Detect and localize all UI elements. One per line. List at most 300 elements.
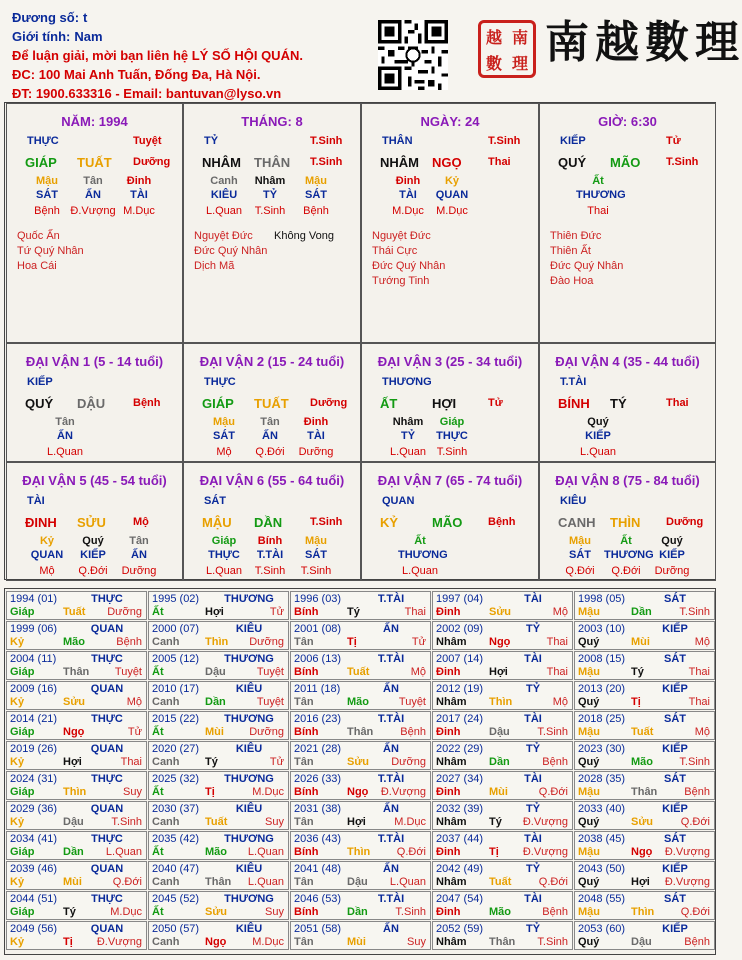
year-cell — [148, 591, 289, 620]
year-branch: Tý — [347, 606, 360, 618]
year-branch: Tuất — [489, 876, 512, 888]
year-label: 2044 (51) — [10, 893, 58, 905]
life-stage: Dưỡng — [133, 156, 171, 168]
ten-god: QUAN — [382, 495, 415, 507]
year-stage: L.Quan — [105, 846, 142, 858]
year-god: T.TÀI — [377, 713, 405, 725]
brand-char: 數 — [645, 17, 689, 68]
year-branch: Thìn — [347, 846, 371, 858]
ten-god: KIÊU — [560, 495, 587, 507]
year-branch: Tý — [631, 666, 644, 678]
year-stem: Canh — [152, 696, 180, 708]
year-branch: Tị — [631, 696, 641, 708]
year-stem: Tân — [294, 816, 314, 828]
year-cell — [290, 861, 431, 890]
year-stem: Nhâm — [436, 876, 467, 888]
year-label: 2033 (40) — [578, 803, 626, 815]
pillar-title: THÁNG: 8 — [241, 114, 303, 129]
year-stem: Đinh — [436, 846, 461, 858]
year-branch: Mão — [63, 636, 85, 648]
year-stage: Đ.Vượng — [664, 876, 710, 888]
star-name: Đức Quý Nhân — [550, 260, 624, 272]
year-branch: Dần — [205, 696, 226, 708]
year-branch: Tị — [63, 936, 73, 948]
year-label: 2032 (39) — [436, 803, 484, 815]
earthly-branch: DẦN — [254, 515, 283, 530]
year-label: 2030 (37) — [152, 803, 200, 815]
year-god: SÁT — [664, 713, 686, 725]
year-label: 2052 (59) — [436, 923, 484, 935]
ten-god: THƯƠNG — [382, 376, 432, 388]
year-stage: Q.Đới — [680, 816, 710, 828]
year-stem: Giáp — [10, 726, 35, 738]
year-cell — [6, 801, 147, 830]
year-god: THỰC — [91, 593, 123, 605]
earthly-branch: TUẤT — [254, 396, 289, 411]
year-cell — [432, 741, 573, 770]
year-god: TÀI — [524, 773, 542, 785]
year-cell — [432, 681, 573, 710]
hidden-stage: Bệnh — [34, 205, 60, 217]
hidden-stage: M.Dục — [436, 205, 468, 217]
year-branch: Dậu — [63, 816, 84, 828]
year-cell — [148, 741, 289, 770]
star-name: Dịch Mã — [194, 260, 235, 272]
year-label: 2008 (15) — [578, 653, 626, 665]
year-label: 2016 (23) — [294, 713, 342, 725]
dai-van-title: ĐẠI VẬN 7 (65 - 74 tuổi) — [377, 473, 523, 488]
heavenly-stem: NHÂM — [202, 155, 241, 170]
year-cell — [574, 891, 715, 920]
star-name: Tướng Tinh — [372, 275, 430, 287]
year-stem: Đinh — [436, 786, 461, 798]
year-god: SÁT — [664, 653, 686, 665]
hidden-god: TỶ — [400, 430, 416, 442]
pillar-cell — [183, 103, 361, 343]
year-god: QUAN — [90, 863, 124, 875]
year-god: TỶ — [525, 803, 541, 815]
year-cell — [290, 711, 431, 740]
year-god: KIẾP — [662, 923, 688, 935]
year-label: 1997 (04) — [436, 593, 484, 605]
year-stage: Bệnh — [684, 936, 710, 948]
year-label: 2029 (36) — [10, 803, 58, 815]
year-branch: Tuất — [63, 606, 86, 618]
year-god: TÀI — [524, 713, 542, 725]
brand-char: 理 — [695, 17, 739, 68]
star-name: Nguyệt Đức — [372, 230, 431, 242]
year-branch: Ngọ — [631, 846, 653, 858]
year-branch: Hợi — [205, 606, 224, 618]
star-name: Hoa Cái — [17, 260, 57, 272]
year-label: 2042 (49) — [436, 863, 484, 875]
earthly-branch: SỬU — [77, 515, 106, 530]
year-stage: Đ.Vượng — [664, 846, 710, 858]
year-stage: Thai — [688, 666, 710, 678]
year-cell — [290, 651, 431, 680]
year-god: KIÊU — [235, 803, 263, 815]
hidden-stem: Ất — [414, 535, 426, 547]
year-stage: Suy — [407, 936, 426, 948]
hidden-stage: M.Dục — [123, 205, 155, 217]
heavenly-stem: ĐINH — [25, 515, 57, 530]
hidden-god: THỰC — [436, 430, 468, 442]
year-label: 2009 (16) — [10, 683, 58, 695]
year-branch: Thìn — [631, 906, 655, 918]
year-branch: Dần — [631, 606, 652, 618]
year-label: 2017 (24) — [436, 713, 484, 725]
year-branch: Dần — [63, 846, 84, 858]
year-branch: Mùi — [631, 636, 650, 648]
year-stage: Dưỡng — [249, 726, 284, 738]
star-name: Không Vong — [274, 230, 334, 242]
hidden-stem: Tân — [55, 416, 75, 428]
brand-char: 越 — [595, 17, 639, 68]
year-stem: Mậu — [578, 606, 600, 618]
year-cell — [432, 651, 573, 680]
year-stage: Bệnh — [684, 786, 710, 798]
life-stage: Thai — [666, 397, 689, 409]
year-branch: Tuất — [347, 666, 370, 678]
year-branch: Mùi — [347, 936, 366, 948]
pillar-cell — [539, 103, 716, 343]
year-branch: Mùi — [205, 726, 224, 738]
year-branch: Thân — [63, 666, 90, 678]
year-god: SÁT — [664, 833, 686, 845]
year-god: THƯƠNG — [224, 833, 274, 845]
year-label: 2001 (08) — [294, 623, 342, 635]
year-cell — [290, 831, 431, 860]
year-god: SÁT — [664, 593, 686, 605]
year-label: 2005 (12) — [152, 653, 200, 665]
year-branch: Tý — [489, 816, 502, 828]
hidden-god: THƯƠNG — [576, 189, 626, 201]
year-stage: T.Sinh — [395, 906, 426, 918]
year-stage: T.Sinh — [537, 726, 568, 738]
hidden-god: TÀI — [130, 189, 148, 201]
hidden-stem: Mậu — [36, 175, 58, 187]
year-stem: Mậu — [578, 846, 600, 858]
pillar-cell — [361, 103, 539, 343]
hidden-stage: Dưỡng — [654, 565, 690, 577]
year-cell — [574, 771, 715, 800]
hidden-god: THỰC — [208, 549, 240, 561]
year-stem: Tân — [294, 876, 314, 888]
hidden-stage: M.Dục — [392, 205, 424, 217]
dai-van-cell — [6, 462, 183, 581]
hidden-stem: Quý — [661, 535, 683, 547]
year-god: ẤN — [383, 743, 399, 755]
year-cell — [290, 921, 431, 950]
year-god: KIẾP — [662, 623, 688, 635]
year-label: 2018 (25) — [578, 713, 626, 725]
year-label: 2020 (27) — [152, 743, 200, 755]
year-label: 2046 (53) — [294, 893, 342, 905]
hidden-stem: Kỷ — [444, 175, 460, 187]
life-stage: T.Sinh — [310, 516, 343, 528]
year-cell — [148, 891, 289, 920]
year-cell — [432, 861, 573, 890]
year-stage: Tử — [411, 636, 426, 648]
year-label: 2051 (58) — [294, 923, 342, 935]
year-stage: L.Quan — [247, 876, 284, 888]
year-label: 2012 (19) — [436, 683, 484, 695]
earthly-branch: TUẤT — [77, 155, 112, 170]
year-god: SÁT — [664, 773, 686, 785]
pillar-cell — [6, 103, 183, 343]
year-cell — [6, 921, 147, 950]
life-stage: Thai — [488, 156, 511, 168]
hidden-god: SÁT — [213, 430, 235, 442]
year-branch: Sửu — [631, 816, 654, 828]
year-god: ẤN — [383, 623, 399, 635]
ten-god: T.TÀI — [560, 376, 587, 388]
year-stage: T.Sinh — [111, 816, 142, 828]
ten-god: THÂN — [382, 135, 413, 147]
year-branch: Hợi — [347, 816, 366, 828]
year-god: THƯƠNG — [224, 893, 274, 905]
year-cell — [432, 801, 573, 830]
year-stage: M.Dục — [110, 906, 142, 918]
year-stage: Tuyệt — [256, 666, 284, 678]
dai-van-cell — [361, 343, 539, 462]
year-cell — [432, 591, 573, 620]
ten-god: TỶ — [204, 135, 219, 147]
year-branch: Mùi — [489, 786, 508, 798]
year-stem: Canh — [152, 636, 180, 648]
year-god: KIÊU — [235, 863, 263, 875]
year-stage: Đ.Vượng — [380, 786, 426, 798]
year-label: 1994 (01) — [10, 593, 58, 605]
year-stem: Ất — [152, 786, 164, 798]
year-branch: Tị — [347, 636, 357, 648]
year-label: 1995 (02) — [152, 593, 200, 605]
heavenly-stem: NHÂM — [380, 155, 419, 170]
hidden-stem: Canh — [210, 175, 238, 187]
hidden-god: ẤN — [57, 430, 73, 442]
year-label: 2050 (57) — [152, 923, 200, 935]
year-label: 1996 (03) — [294, 593, 342, 605]
ten-god: TÀI — [27, 495, 45, 507]
year-god: KIẾP — [662, 683, 688, 695]
star-name: Thiên Đức — [550, 230, 602, 242]
year-stage: M.Dục — [394, 816, 426, 828]
year-cell — [6, 861, 147, 890]
year-cell — [432, 771, 573, 800]
year-cell — [574, 651, 715, 680]
year-cell — [574, 711, 715, 740]
hidden-god: ẤN — [131, 549, 147, 561]
year-branch: Sửu — [63, 696, 86, 708]
year-stem: Giáp — [10, 846, 35, 858]
hidden-stage: T.Sinh — [254, 205, 286, 217]
year-branch: Mão — [347, 696, 369, 708]
ten-god: SÁT — [204, 495, 226, 507]
hidden-god: KIÊU — [210, 189, 238, 201]
year-branch: Hợi — [63, 756, 82, 768]
dai-van-title: ĐẠI VẬN 4 (35 - 44 tuổi) — [555, 354, 700, 369]
year-label: 2038 (45) — [578, 833, 626, 845]
year-stem: Ất — [152, 846, 164, 858]
year-cell — [6, 651, 147, 680]
year-label: 2003 (10) — [578, 623, 626, 635]
year-cell — [148, 681, 289, 710]
hidden-stage: L.Quan — [389, 446, 427, 458]
year-stem: Ất — [152, 726, 164, 738]
year-stem: Tân — [294, 936, 314, 948]
earthly-branch: TÝ — [610, 396, 627, 411]
year-stem: Quý — [578, 636, 600, 648]
year-label: 2035 (42) — [152, 833, 200, 845]
year-branch: Dần — [489, 756, 510, 768]
heavenly-stem: QUÝ — [558, 155, 587, 170]
red-seal-logo — [478, 20, 536, 78]
hidden-god: KIẾP — [659, 549, 685, 561]
hidden-god: T.TÀI — [256, 549, 284, 561]
ten-god: KIẾP — [27, 376, 53, 388]
year-branch: Thìn — [205, 636, 229, 648]
hidden-god: KIẾP — [80, 549, 106, 561]
year-label: 2010 (17) — [152, 683, 200, 695]
year-god: TỶ — [525, 923, 541, 935]
year-cell — [574, 741, 715, 770]
year-stem: Giáp — [10, 606, 35, 618]
year-cell — [6, 681, 147, 710]
year-label: 2048 (55) — [578, 893, 626, 905]
year-stem: Mậu — [578, 906, 600, 918]
dai-van-title: ĐẠI VẬN 1 (5 - 14 tuổi) — [25, 354, 164, 369]
year-god: KIẾP — [662, 863, 688, 875]
ten-god: KIẾP — [560, 135, 586, 147]
dai-van-cell — [183, 462, 361, 581]
year-branch: Thìn — [489, 696, 513, 708]
hidden-stage: Dưỡng — [298, 446, 334, 458]
year-label: 2028 (35) — [578, 773, 626, 785]
year-stage: Bệnh — [116, 636, 142, 648]
year-stem: Kỷ — [10, 756, 25, 768]
dai-van-cell — [183, 343, 361, 462]
hidden-god: SÁT — [305, 189, 327, 201]
year-label: 2013 (20) — [578, 683, 626, 695]
year-label: 2031 (38) — [294, 803, 342, 815]
stage-top: Tuyệt — [133, 135, 162, 147]
year-stem: Kỷ — [10, 636, 25, 648]
year-cell — [290, 771, 431, 800]
year-label: 2007 (14) — [436, 653, 484, 665]
life-stage: Mộ — [133, 516, 149, 528]
year-branch: Ngọ — [489, 636, 511, 648]
year-stage: M.Dục — [252, 786, 284, 798]
hidden-stage: T.Sinh — [300, 565, 332, 577]
year-stage: Dưỡng — [391, 756, 426, 768]
year-god: KIÊU — [235, 623, 263, 635]
hidden-god: ẤN — [262, 430, 278, 442]
year-god: T.TÀI — [377, 893, 405, 905]
year-stage: Mộ — [694, 726, 710, 738]
year-god: KIẾP — [662, 743, 688, 755]
year-stem: Ất — [152, 606, 164, 618]
star-name: Thiên Ất — [550, 245, 591, 257]
year-cell — [432, 831, 573, 860]
year-branch: Mùi — [63, 876, 82, 888]
year-stem: Kỷ — [10, 876, 25, 888]
seal-char: 南 — [511, 29, 528, 47]
gioi-tinh-label: Giới tính: — [12, 29, 71, 44]
year-stage: Q.Đới — [538, 876, 568, 888]
hidden-stem: Bính — [257, 535, 283, 547]
year-god: T.TÀI — [377, 773, 405, 785]
hidden-stage: Đ.Vượng — [70, 205, 116, 217]
hidden-stem: Kỷ — [39, 535, 55, 547]
year-stem: Mậu — [578, 786, 600, 798]
hidden-god: ẤN — [85, 189, 101, 201]
seal-char: 數 — [485, 55, 502, 73]
pillar-title: NĂM: 1994 — [61, 114, 128, 129]
year-god: TÀI — [524, 653, 542, 665]
year-stem: Tân — [294, 756, 314, 768]
stage-top: T.Sinh — [310, 135, 343, 147]
year-stage: Bệnh — [542, 906, 568, 918]
star-name: Đức Quý Nhân — [194, 245, 268, 257]
year-cell — [432, 921, 573, 950]
year-stem: Bính — [294, 726, 319, 738]
dai-van-title: ĐẠI VẬN 3 (25 - 34 tuổi) — [377, 354, 523, 369]
year-cell — [6, 591, 147, 620]
year-branch: Sửu — [347, 756, 370, 768]
year-stem: Giáp — [10, 786, 35, 798]
year-label: 2006 (13) — [294, 653, 342, 665]
year-label: 1998 (05) — [578, 593, 626, 605]
year-stage: Suy — [123, 786, 142, 798]
year-cell — [432, 711, 573, 740]
brand-title — [542, 6, 742, 70]
address-line: ĐC: 100 Mai Anh Tuấn, Đống Đa, Hà Nội. — [12, 67, 261, 82]
year-cell — [6, 831, 147, 860]
year-god: KIÊU — [235, 923, 263, 935]
year-branch: Ngọ — [347, 786, 369, 798]
year-god: TÀI — [524, 593, 542, 605]
year-stage: Đ.Vượng — [522, 816, 568, 828]
hidden-stem: Nhâm — [254, 175, 286, 187]
heavenly-stem: CANH — [558, 515, 596, 530]
life-stage: Dưỡng — [666, 516, 704, 528]
year-stage: Mộ — [694, 636, 710, 648]
year-god: SÁT — [664, 893, 686, 905]
star-name: Tứ Quý Nhân — [17, 245, 84, 257]
year-branch: Dần — [347, 906, 368, 918]
year-stem: Đinh — [436, 666, 461, 678]
hidden-stage: Q.Đới — [611, 565, 641, 577]
year-label: 2045 (52) — [152, 893, 200, 905]
year-cell — [290, 741, 431, 770]
year-stem: Canh — [152, 756, 180, 768]
year-god: QUAN — [90, 803, 124, 815]
year-stem: Kỷ — [10, 816, 25, 828]
brand-char: 南 — [545, 17, 589, 68]
year-stage: Q.Đới — [538, 786, 568, 798]
year-stem: Giáp — [10, 906, 35, 918]
hidden-stem: Tân — [129, 535, 149, 547]
year-cell — [6, 771, 147, 800]
hidden-stage: L.Quan — [46, 446, 84, 458]
year-stem: Kỷ — [10, 936, 25, 948]
ten-god: THỰC — [204, 376, 236, 388]
year-stem: Đinh — [436, 906, 461, 918]
year-god: THỰC — [91, 833, 123, 845]
year-stem: Nhâm — [436, 816, 467, 828]
year-stage: T.Sinh — [679, 606, 710, 618]
year-cell — [432, 891, 573, 920]
